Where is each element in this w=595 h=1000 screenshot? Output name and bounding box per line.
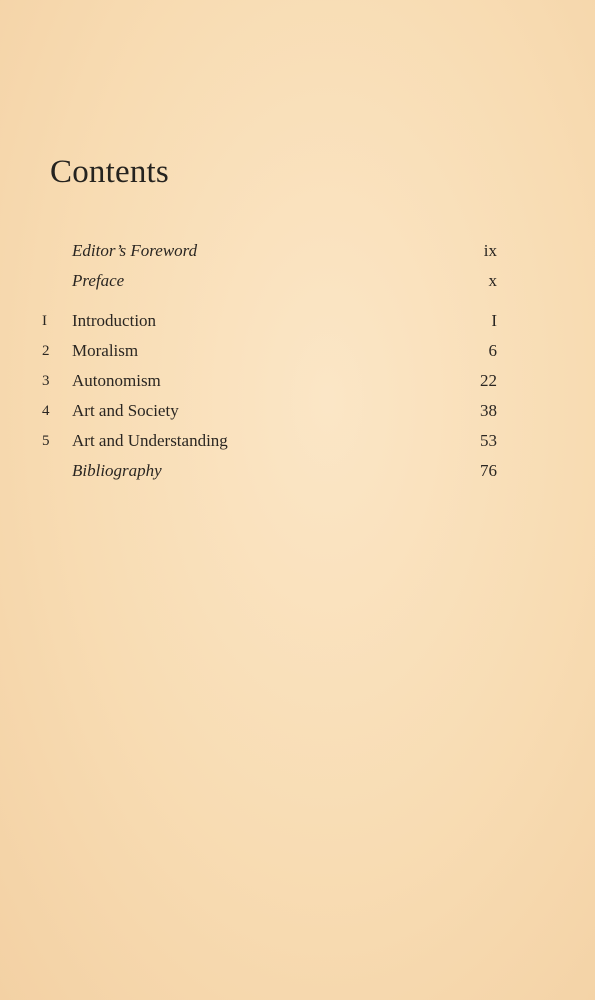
chapter-number: I xyxy=(42,313,47,329)
page-number: ix xyxy=(483,241,497,260)
chapter-number: 2 xyxy=(42,343,50,359)
page-title: Contents xyxy=(50,154,169,190)
toc-entry-introduction xyxy=(42,306,497,336)
chapter-number: 4 xyxy=(42,403,50,419)
page-number: 76 xyxy=(480,461,497,480)
entry-title: Preface xyxy=(72,271,125,290)
page-number: 22 xyxy=(480,371,497,390)
table-of-contents xyxy=(42,236,497,486)
toc-entry-art-and-understanding xyxy=(42,426,497,456)
chapter-number: 3 xyxy=(42,373,50,389)
page-number: 38 xyxy=(480,401,497,420)
toc-entry-bibliography xyxy=(42,456,497,486)
page-number: 6 xyxy=(488,341,497,360)
entry-title: Introduction xyxy=(72,311,157,330)
page-number: 53 xyxy=(480,431,497,450)
toc-entry-moralism xyxy=(42,336,497,366)
entry-title: Editor’s Foreword xyxy=(72,241,198,260)
entry-title: Bibliography xyxy=(72,461,162,480)
page-number: I xyxy=(491,311,497,330)
toc-entry-autonomism xyxy=(42,366,497,396)
toc-entry-art-and-society xyxy=(42,396,497,426)
entry-title: Art and Understanding xyxy=(72,431,228,450)
entry-title: Autonomism xyxy=(72,371,161,390)
chapter-number: 5 xyxy=(42,433,50,449)
entry-title: Art and Society xyxy=(72,401,179,420)
page-number: x xyxy=(488,271,497,290)
toc-entry-preface xyxy=(42,266,497,296)
entry-title: Moralism xyxy=(72,341,139,360)
toc-entry-editors-foreword xyxy=(42,236,497,266)
